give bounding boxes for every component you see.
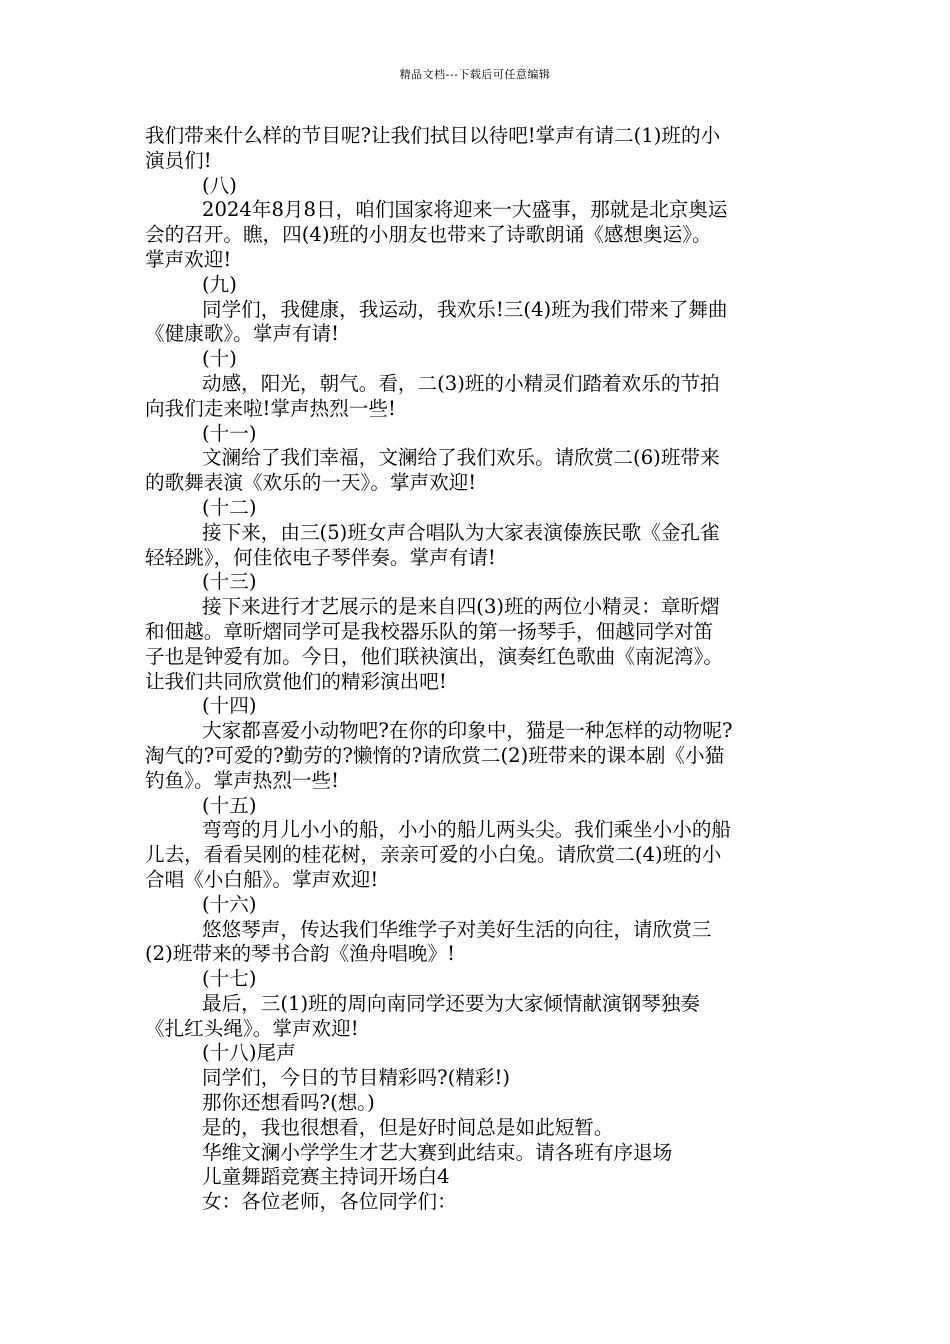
text-line: 我们带来什么样的节目呢?让我们拭目以待吧!掌声有请二(1)班的小 xyxy=(145,124,721,147)
text-line: 让我们共同欣赏他们的精彩演出吧! xyxy=(145,669,447,693)
text-line: 文澜给了我们幸福，文澜给了我们欢乐。请欣赏二(6)班带来 xyxy=(202,446,720,470)
text-line: 华维文澜小学学生才艺大赛到此结束。请各班有序退场 xyxy=(202,1140,673,1164)
text-line: 合唱《小白船》。掌声欢迎! xyxy=(145,867,379,891)
text-line: 悠悠琴声，传达我们华维学子对美好生活的向往，请欣赏三 xyxy=(202,917,712,941)
text-line: 大家都喜爱小动物吧?在你的印象中，猫是一种怎样的动物呢? xyxy=(202,719,733,743)
text-line: (2)班带来的琴书合韵《渔舟唱晚》! xyxy=(145,942,455,966)
text-line: (十八)尾声 xyxy=(202,1041,296,1065)
text-line: (十二) xyxy=(202,495,257,519)
text-line: (十四) xyxy=(202,694,257,718)
text-line: 同学们，我健康，我运动，我欢乐!三(4)班为我们带来了舞曲 xyxy=(202,297,728,321)
text-line: 子也是钟爱有加。今日，他们联袂演出，演奏红色歌曲《南泥湾》。 xyxy=(145,644,724,668)
document-body xyxy=(145,124,815,1215)
text-line: 的歌舞表演《欢乐的一天》。掌声欢迎! xyxy=(145,471,477,495)
text-line: 动感，阳光，朝气。看，二(3)班的小精灵们踏着欢乐的节拍 xyxy=(202,371,720,395)
text-line: 掌声欢迎! xyxy=(145,247,232,271)
text-line: 儿去，看看吴刚的桂花树，亲亲可爱的小白兔。请欣赏二(4)班的小 xyxy=(145,843,722,867)
page-header: 精品文档---下载后可任意编辑 xyxy=(399,68,551,81)
text-line: 钓鱼》。掌声热烈一些! xyxy=(145,768,340,792)
text-line: 儿童舞蹈竞赛主持词开场白4 xyxy=(202,1165,450,1189)
text-line: 那你还想看吗?(想。) xyxy=(202,1091,375,1115)
text-line: 淘气的?可爱的?勤劳的?懒惰的?请欣赏二(2)班带来的课本剧《小猫 xyxy=(145,743,725,767)
text-line: (十一) xyxy=(202,421,257,445)
text-line: 是的，我也很想看，但是好时间总是如此短暂。 xyxy=(202,1115,614,1139)
text-line: 和佃越。章昕熠同学可是我校器乐队的第一扬琴手，佃越同学对笛 xyxy=(145,619,714,643)
text-line: 最后，三(1)班的周向南同学还要为大家倾情献演钢琴独奏 xyxy=(202,991,701,1015)
text-line: 《扎红头绳》。掌声欢迎! xyxy=(145,1016,359,1040)
text-line: 女：各位老师，各位同学们： xyxy=(202,1190,457,1214)
text-line: 接下来，由三(5)班女声合唱队为大家表演傣族民歌《金孔雀 xyxy=(202,520,720,544)
text-line: 向我们走来啦!掌声热烈一些! xyxy=(145,396,396,420)
text-line: (十七) xyxy=(202,967,257,991)
text-line: 《健康歌》。掌声有请! xyxy=(145,322,340,346)
text-line: (九) xyxy=(202,272,237,296)
text-line: 演员们! xyxy=(145,148,212,172)
text-line: (八) xyxy=(202,173,237,197)
text-line: 同学们，今日的节目精彩吗?(精彩!) xyxy=(202,1066,510,1090)
text-line: 弯弯的月儿小小的船，小小的船儿两头尖。我们乘坐小小的船 xyxy=(202,818,732,842)
text-line: (十三) xyxy=(202,570,257,594)
text-line: 会的召开。瞧，四(4)班的小朋友也带来了诗歌朗诵《感想奥运》。 xyxy=(145,223,712,247)
text-line: (十六) xyxy=(202,892,257,916)
text-line: 接下来进行才艺展示的是来自四(3)班的两位小精灵：章昕熠 xyxy=(202,595,720,619)
text-line: 2024年8月8日，咱们国家将迎来一大盛事，那就是北京奥运 xyxy=(202,198,728,222)
text-line: (十) xyxy=(202,347,237,371)
text-line: 轻轻跳》，何佳依电子琴伴奏。掌声有请! xyxy=(145,545,496,569)
text-line: (十五) xyxy=(202,793,257,817)
